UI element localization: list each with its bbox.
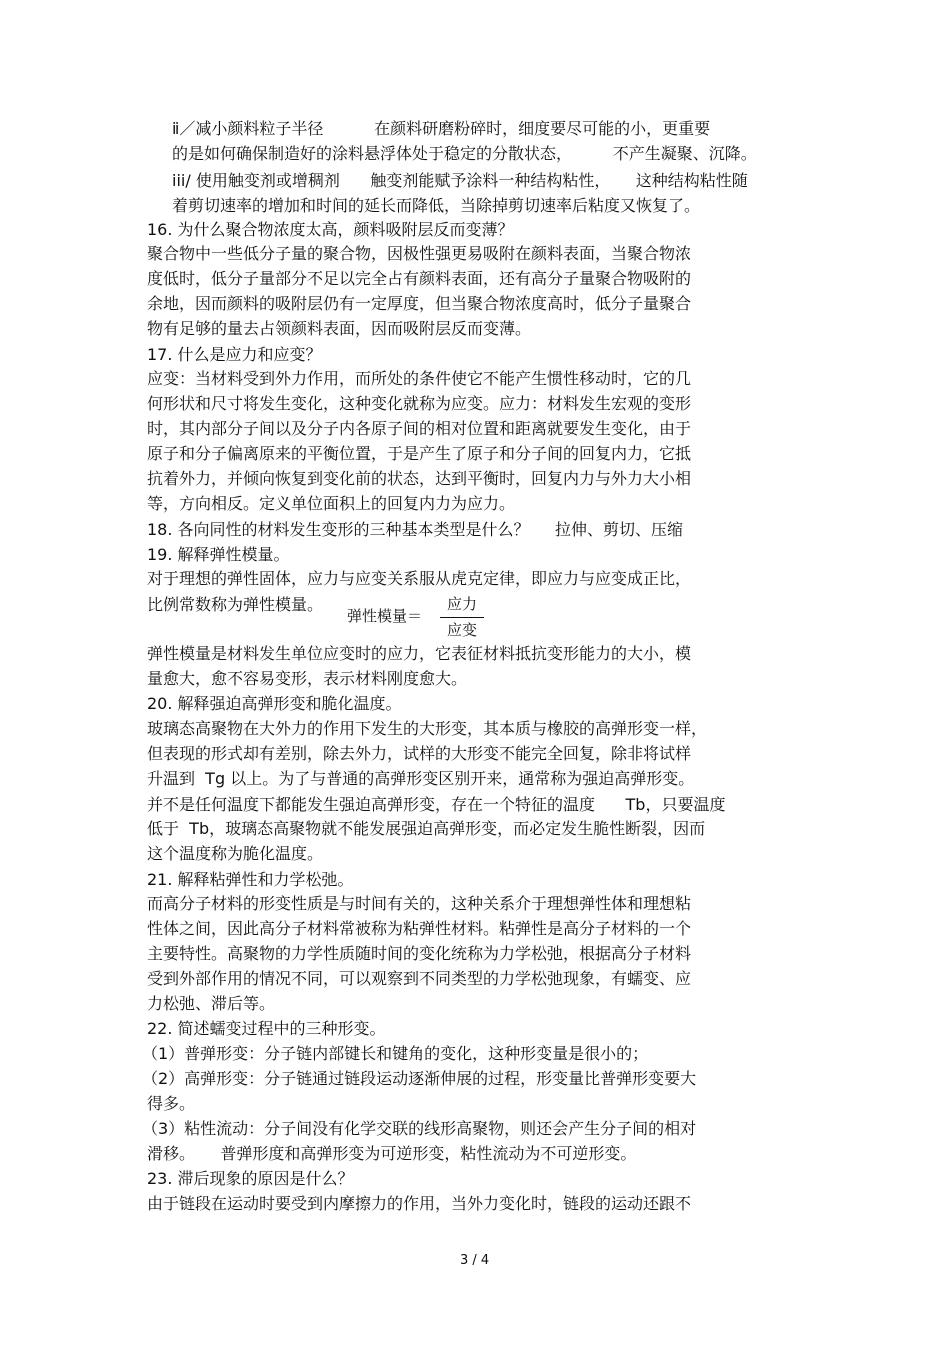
text-line: 抗着外力，并倾向恢复到变化前的状态，达到平衡时，回复内力与外力大小相	[147, 469, 692, 488]
text-line: 性体之间，因此高分子材料常被称为粘弹性材料。粘弹性是高分子材料的一个	[147, 919, 692, 938]
text-line: 时，其内部分子间以及分子内各原子间的相对位置和距离就要发生变化，由于	[147, 419, 692, 438]
text-line: 玻璃态高聚物在大外力的作用下发生的大形变，其本质与橡胶的高弹形变一样，	[147, 719, 708, 738]
text-line: 应变：当材料受到外力作用，而所处的条件使它不能产生惯性移动时，它的几	[147, 369, 692, 388]
question-heading: 17. 什么是应力和应变？	[147, 345, 322, 364]
question-heading: 20. 解释强迫高弹形变和脆化温度。	[147, 694, 402, 713]
text-line: iii/ 使用触变剂或增稠剂 触变剂能赋予涂料一种结构粘性， 这种结构粘性随	[172, 171, 748, 190]
text-line: 但表现的形式却有差别，除去外力，试样的大形变不能完全回复，除非将试样	[147, 744, 692, 763]
text-line: （3）粘性流动：分子间没有化学交联的线形高聚物，则还会产生分子间的相对	[142, 1119, 697, 1138]
question-heading: 18. 各向同性的材料发生变形的三种基本类型是什么？ 拉伸、剪切、压缩	[147, 520, 683, 539]
text-line: 着剪切速率的增加和时间的延长而降低，当除掉剪切速率后粘度又恢复了。	[172, 196, 701, 215]
text-line: 低于 Tb，玻璃态高聚物就不能发展强迫高弹形变，而必定发生脆性断裂，因而	[147, 819, 706, 838]
formula-numerator: 应力	[446, 595, 477, 613]
text-line: （1）普弹形变：分子链内部键长和键角的变化，这种形变量是很小的；	[142, 1044, 649, 1063]
question-heading: 16. 为什么聚合物浓度太高，颜料吸附层反而变薄？	[147, 220, 514, 239]
text-line: 的是如何确保制造好的涂料悬浮体处于稳定的分散状态， 不产生凝聚、沉降。	[172, 144, 757, 163]
text-line: 主要特性。高聚物的力学性质随时间的变化统称为力学松弛，根据高分子材料	[147, 944, 692, 963]
text-line: 而高分子材料的形变性质是与时间有关的，这种关系介于理想弹性体和理想粘	[147, 894, 692, 913]
text-line: 由于链段在运动时要受到内摩擦力的作用，当外力变化时，链段的运动还跟不	[147, 1194, 692, 1213]
text-line: 对于理想的弹性固体，应力与应变关系服从虎克定律，即应力与应变成正比，	[147, 569, 692, 588]
question-heading: 19. 解释弹性模量。	[147, 545, 290, 564]
text-line: 弹性模量是材料发生单位应变时的应力，它表征材料抵抗变形能力的大小，模	[147, 644, 692, 663]
text-line: （2）高弹形变：分子链通过链段运动逐渐伸展的过程，形变量比普弹形变要大	[142, 1069, 697, 1088]
text-line: 受到外部作用的情况不同，可以观察到不同类型的力学松弛现象，有蠕变、应	[147, 969, 692, 988]
text-line: 这个温度称为脆化温度。	[147, 844, 324, 863]
text-line: 滑移。 普弹形度和高弹形变为可逆形变，粘性流动为不可逆形变。	[147, 1144, 637, 1163]
text-line: 余地，因而颜料的吸附层仍有一定厚度，但当聚合物浓度高时，低分子量聚合	[147, 294, 692, 313]
text-line: 度低时，低分子量部分不足以完全占有颜料表面，还有高分子量聚合物吸附的	[147, 269, 692, 288]
text-line: 力松弛、滞后等。	[147, 994, 276, 1013]
text-line: 原子和分子偏离原来的平衡位置，于是产生了原子和分子间的回复内力，它抵	[147, 444, 692, 463]
text-line: ⅱ／减小颜料粒子半径 在颜料研磨粉碎时，细度要尽可能的小，更重要	[172, 119, 711, 138]
question-heading: 22. 简述蠕变过程中的三种形变。	[147, 1019, 386, 1038]
formula-label: 弹性模量＝	[347, 607, 423, 625]
page-number: 3 / 4	[460, 1253, 490, 1268]
formula-denominator: 应变	[446, 621, 477, 639]
question-heading: 21. 解释粘弹性和力学松弛。	[147, 870, 354, 889]
text-line: 何形状和尺寸将发生变化，这种变化就称为应变。应力：材料发生宏观的变形	[147, 394, 692, 413]
text-line: 等，方向相反。定义单位面积上的回复内力为应力。	[147, 494, 516, 513]
text-line: 物有足够的量去占领颜料表面，因而吸附层反而变薄。	[147, 319, 532, 338]
text-line: 得多。	[147, 1094, 196, 1113]
text-line: 比例常数称为弹性模量。	[147, 595, 324, 614]
text-line: 并不是任何温度下都能发生强迫高弹形变，存在一个特征的温度 Tb，只要温度	[147, 795, 726, 814]
formula-fraction-bar	[440, 617, 484, 618]
text-line: 升温到 Tg 以上。为了与普通的高弹形变区别开来，通常称为强迫高弹形变。	[147, 769, 695, 788]
question-heading: 23. 滞后现象的原因是什么？	[147, 1169, 354, 1188]
text-line: 聚合物中一些低分子量的聚合物，因极性强更易吸附在颜料表面，当聚合物浓	[147, 244, 692, 263]
text-line: 量愈大，愈不容易变形，表示材料刚度愈大。	[147, 669, 468, 688]
